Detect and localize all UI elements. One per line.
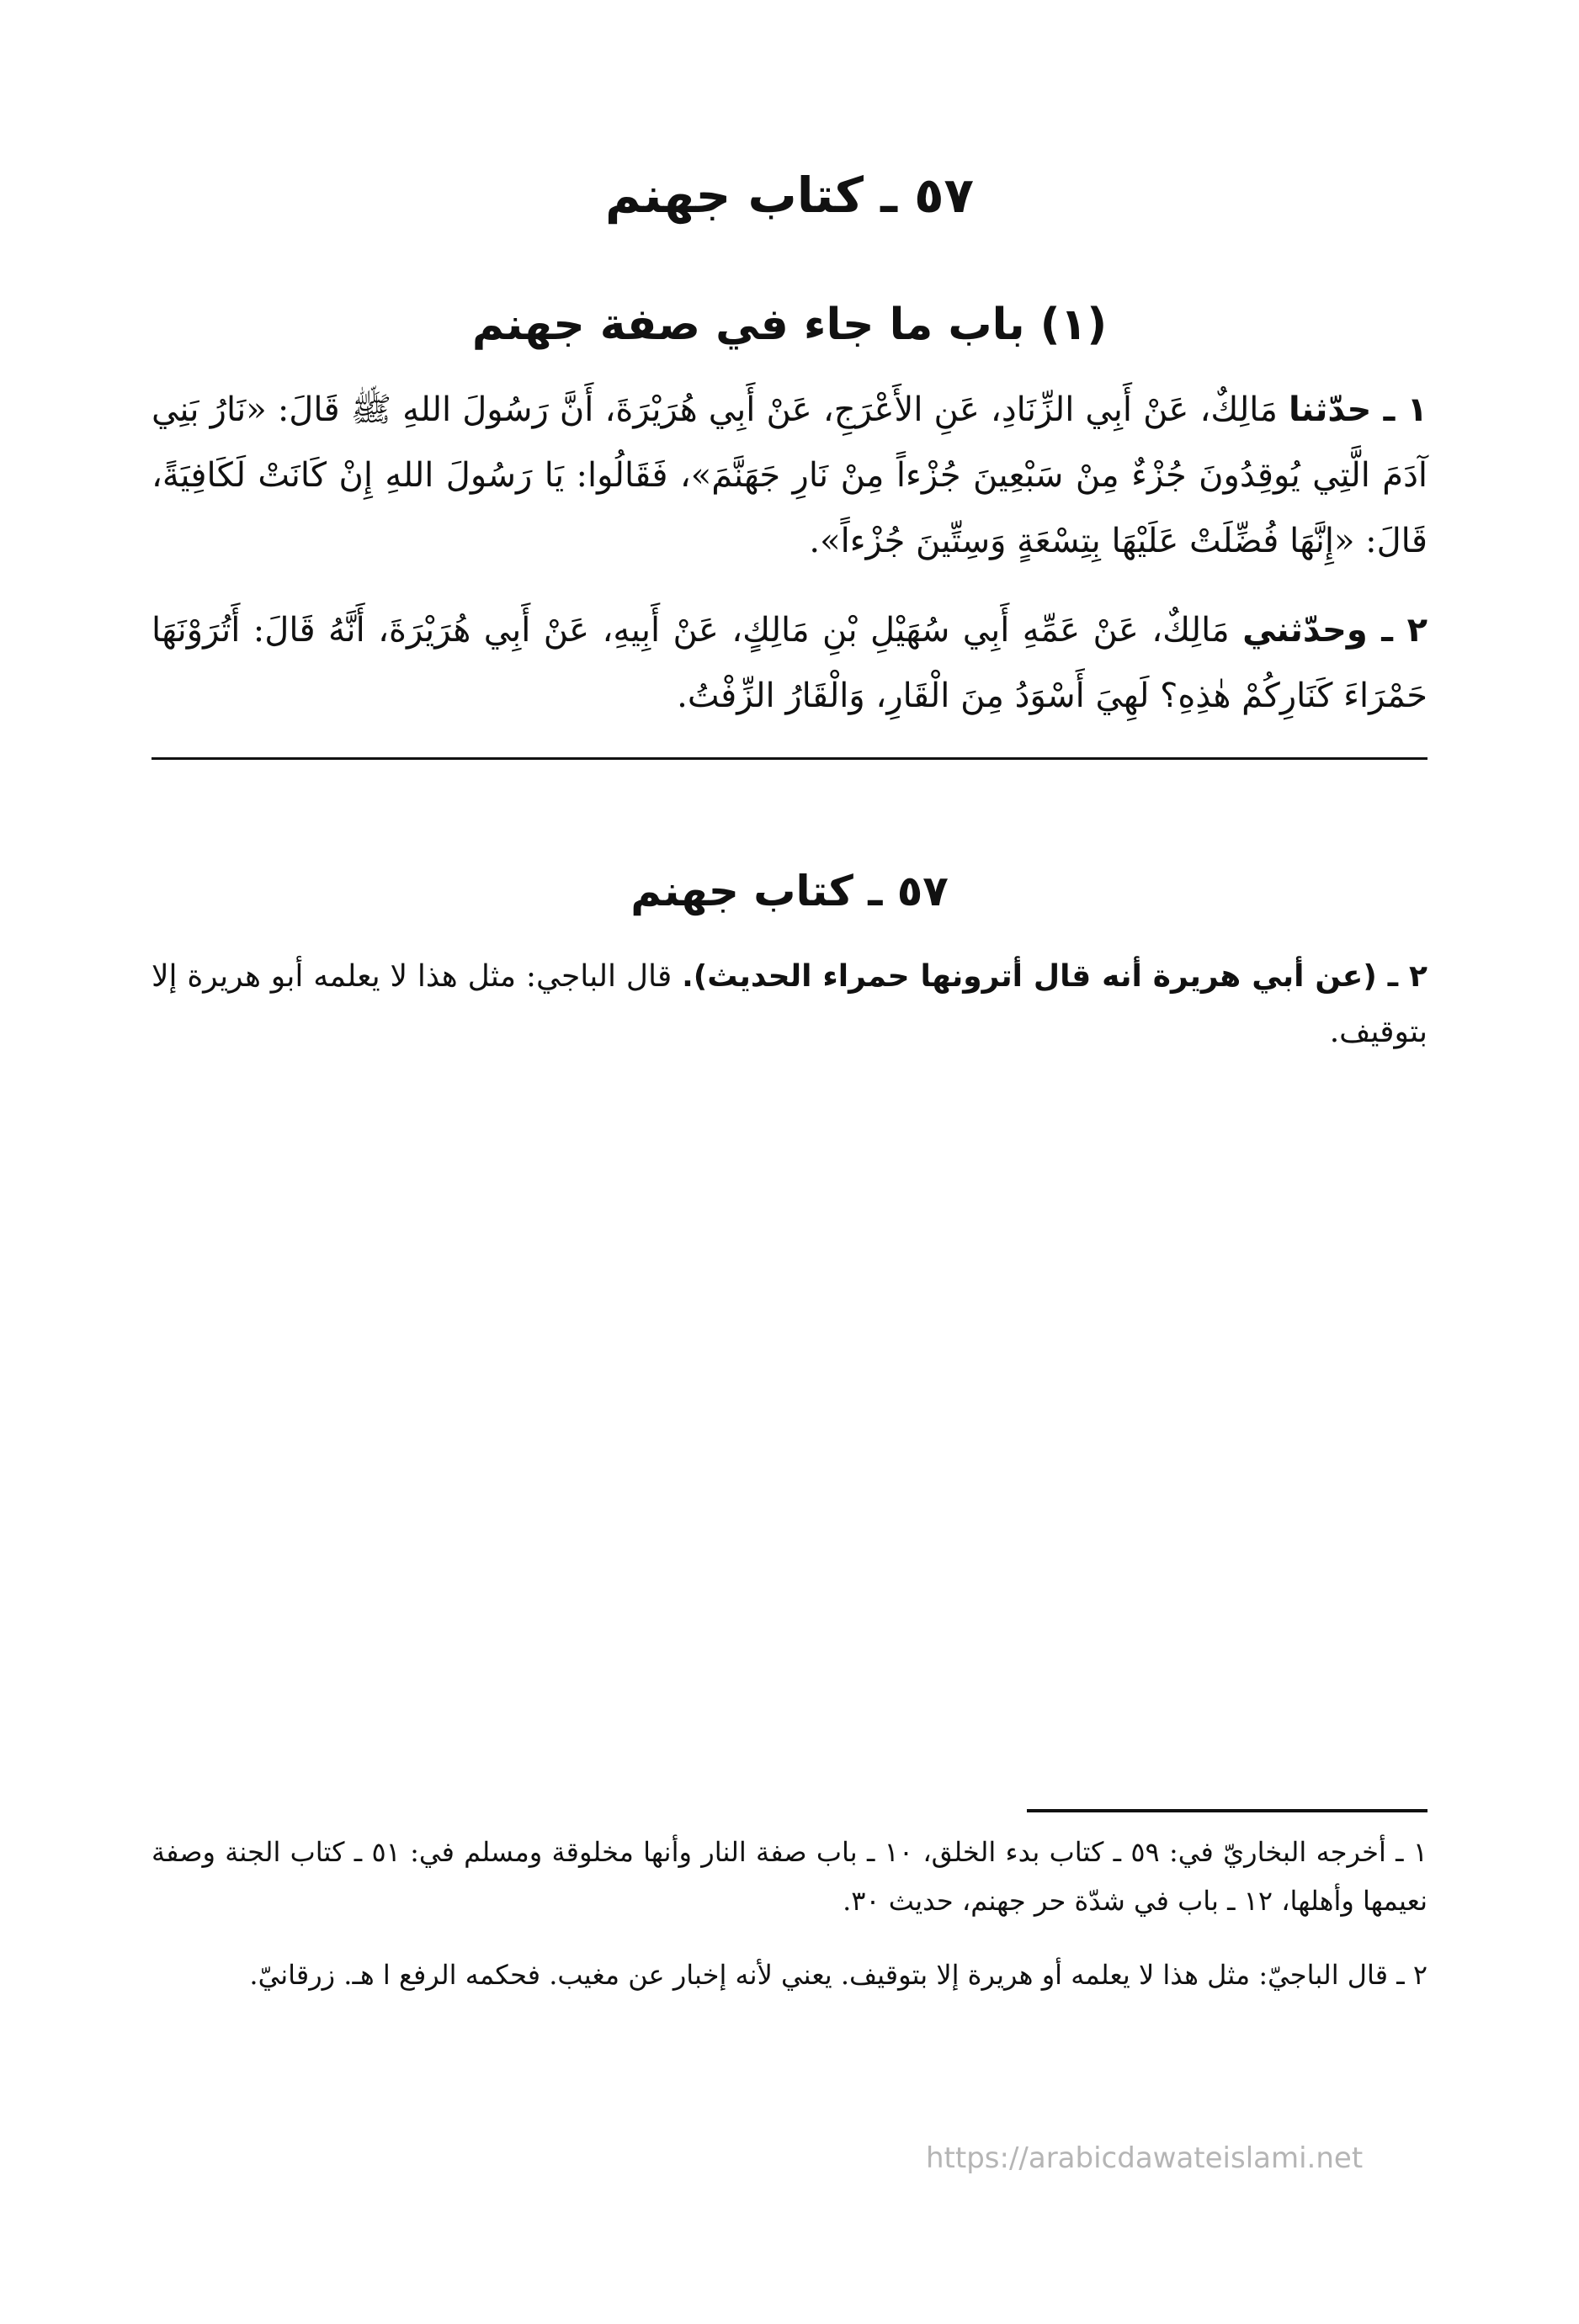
commentary-text: قال الباجي: مثل هذا لا يعلمه أبو هريرة إلا بتوقيف. (152, 959, 1427, 1049)
hadith-2 (152, 597, 1427, 729)
footnote-divider (1027, 1809, 1427, 1812)
watermark-url: https://arabicdawateislami.net (926, 2141, 1364, 2175)
hadith-1-text: مَالِكٌ، عَنْ أَبِي الزِّنَادِ، عَنِ الأَعْرَجِ، عَنْ أَبِي هُرَيْرَةَ، أَنَّ رَسُولَ اللهِ ﷺ قَالَ: «نَارُ بَنِي آدَمَ الَّتِي يُوقِدُونَ جُزْءٌ مِنْ سَبْعِينَ جُزْءاً مِنْ نَارِ جَهَنَّمَ»، فَقَالُوا: يَا رَسُولَ اللهِ إِنْ كَانَتْ لَكَافِيَةً، قَالَ: «إِنَّهَا فُضِّلَتْ عَلَيْهَا بِتِسْعَةٍ وَسِتِّينَ جُزْءاً». (152, 390, 1427, 560)
book-title: ٥٧ ـ كتاب جهنم (605, 167, 974, 224)
hadith-2-lead: ٢ ـ وحدّثني (1242, 611, 1427, 650)
hadith-1 (152, 377, 1427, 574)
commentary-title: ٥٧ ـ كتاب جهنم (630, 867, 949, 915)
footnote-2: ٢ ـ قال الباجيّ: مثل هذا لا يعلمه أو هريرة إلا بتوقيف. يعني لأنه إخبار عن مغيب. فحكمه الرفع ا هـ. زرقانيّ. (249, 1959, 1427, 1991)
hadith-1-lead: ١ ـ حدّثنا (1289, 390, 1428, 429)
section-divider (152, 757, 1427, 760)
chapter-title: (١) باب ما جاء في صفة جهنم (471, 300, 1108, 350)
hadith-2-text: مَالِكٌ، عَنْ عَمِّهِ أَبِي سُهَيْلِ بْنِ مَالِكٍ، عَنْ أَبِيهِ، عَنْ أَبِي هُرَيْرَةَ، أَنَّهُ قَالَ: أَتُرَوْنَهَا حَمْرَاءَ كَنَارِكُمْ هٰذِهِ؟ لَهِيَ أَسْوَدُ مِنَ الْقَارِ، وَالْقَارُ الزِّفْتُ. (152, 611, 1427, 715)
commentary-lead: ٢ ـ (عن أبي هريرة أنه قال أترونها حمراء الحديث). (682, 959, 1427, 994)
commentary-paragraph (152, 949, 1427, 1060)
footnote-1: ١ ـ أخرجه البخاريّ في: ٥٩ ـ كتاب بدء الخلق، ١٠ ـ باب صفة النار وأنها مخلوقة ومسلم في: ٥١ ـ كتاب الجنة وصفة نعيمها وأهلها، ١٢ ـ باب في شدّة حر جهنم، حديث ٣٠. (152, 1836, 1428, 1917)
